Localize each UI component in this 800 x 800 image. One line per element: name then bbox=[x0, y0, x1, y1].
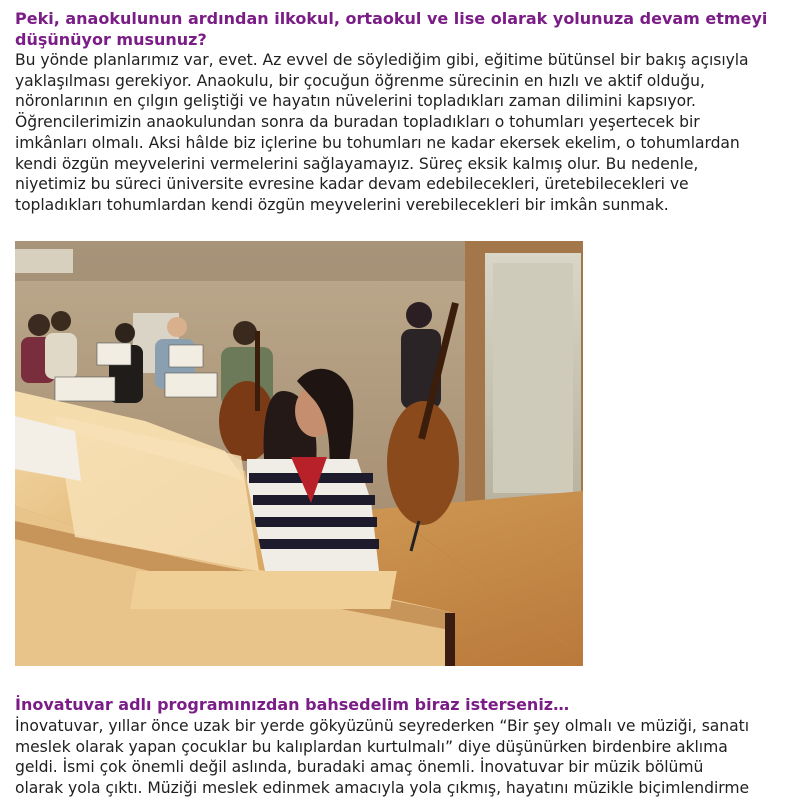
question-heading-1 bbox=[15, 8, 785, 50]
answer-1-line: Bu yönde planlarımız var, evet. Az evvel de söylediğim gibi, eğitime bütünsel bir bakış açısıyla bbox=[15, 51, 749, 69]
rehearsal-photo-illustration bbox=[15, 241, 583, 666]
answer-2-line: geldi. İsmi çok önemli değil aslında, buradaki amaç önemli. İnovatuvar bir müzik bölümü bbox=[15, 758, 704, 777]
question-heading-2: İnovatuvar adlı programınızdan bahsedelim biraz isterseniz… bbox=[15, 695, 570, 714]
question-1-line: Peki, anaokulunun ardından ilkokul, ortaokul ve lise olarak yolunuza devam etmeyi bbox=[15, 9, 768, 28]
answer-1-line: kendi özgün meyvelerini vermelerini sağlayamayız. Süreç eksik kalmış olur. Bu nedenle, bbox=[15, 154, 699, 173]
question-1-line: düşünüyor musunuz? bbox=[15, 30, 207, 49]
answer-1-line: niyetimiz bu süreci üniversite evresine kadar devam edebilecekleri, üretebilecekleri ve bbox=[15, 175, 689, 194]
answer-2-line: meslek olarak yapan çocuklar bu kalıplardan kurtulmalı” diye düşünürken birdenbire aklıma bbox=[15, 737, 728, 756]
answer-paragraph-2 bbox=[15, 716, 790, 799]
answer-1-line: imkânları olmalı. Aksi hâlde biz içlerine bu tohumları ne kadar ekersek ekelim, o tohumlardan bbox=[15, 133, 740, 152]
answer-1-line: yaklaşılması gerekiyor. Anaokulu, bir çocuğun öğrenme sürecinin en hızlı ve aktif olduğu, bbox=[15, 71, 705, 90]
answer-2-line: olarak yola çıktı. Müziği meslek edinmek amacıyla yola çıkmış, hayatını müzikle biçimlendirme bbox=[15, 779, 750, 798]
rehearsal-photo bbox=[15, 241, 583, 666]
answer-paragraph-1 bbox=[15, 50, 790, 216]
answer-1-line: nöronlarının en çılgın geliştiği ve hayatın nüvelerini topladıkları zaman dilimini kapsıyor. bbox=[15, 92, 696, 111]
answer-2-line: İnovatuvar, yıllar önce uzak bir yerde gökyüzünü seyrederken “Bir şey olmalı ve müziği, sanatı bbox=[15, 717, 749, 735]
answer-1-line: Öğrencilerimizin anaokulundan sonra da buradan topladıkları o tohumları yeşertecek bir bbox=[15, 113, 700, 132]
answer-1-line: topladıkları tohumlardan kendi özgün meyvelerini verebilecekleri bir imkân sunmak. bbox=[15, 195, 669, 214]
